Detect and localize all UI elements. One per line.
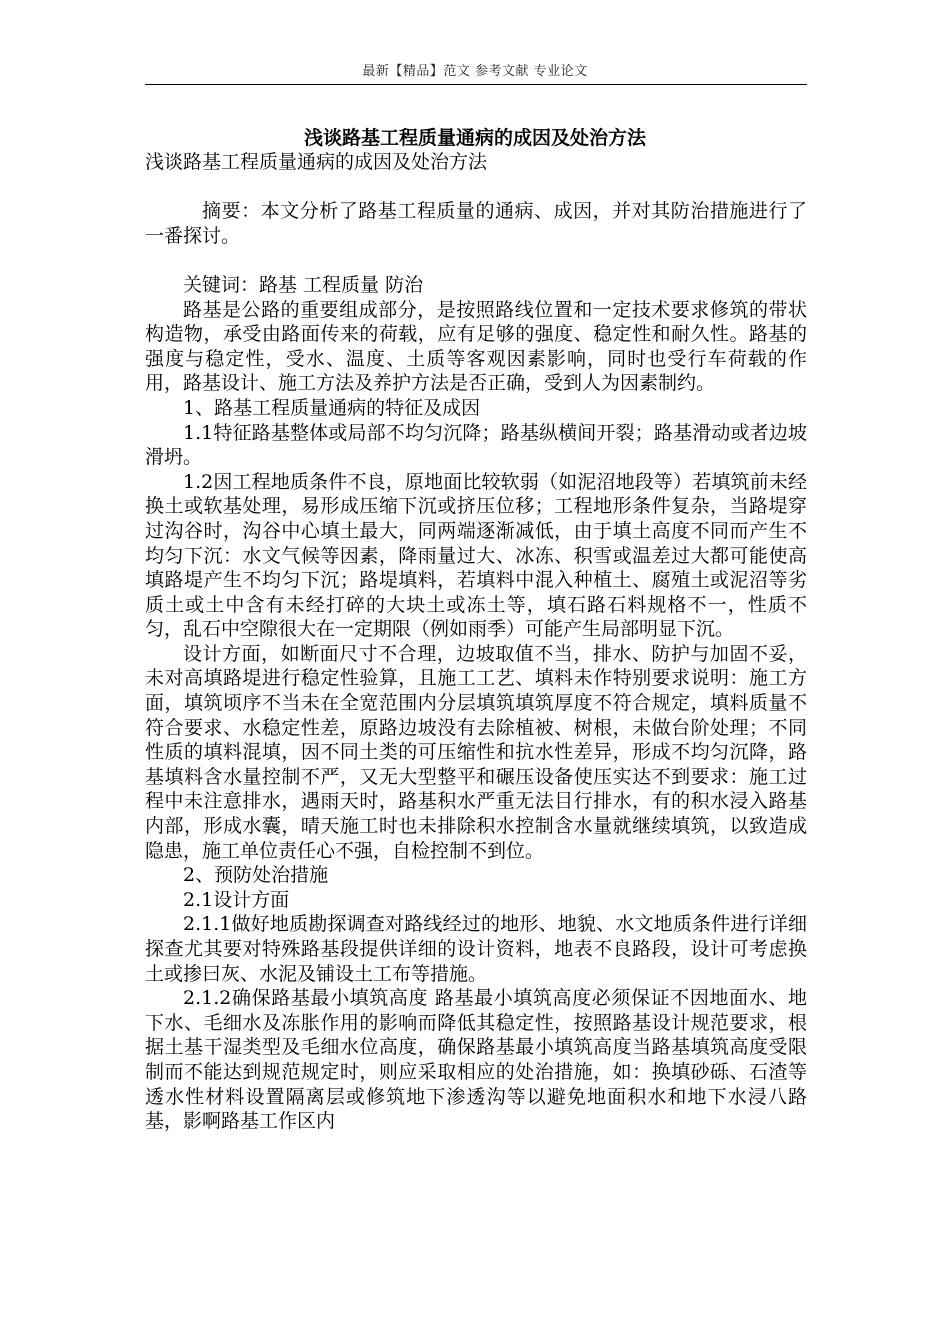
document-subtitle: 浅谈路基工程质量通病的成因及处治方法 bbox=[145, 151, 488, 173]
body-paragraph: 2.1.1做好地质勘探调查对路线经过的地形、地貌、水文地质条件进行详细探查尤其要对特殊路基段提供详细的设计资料，地表不良路段，设计可考虑换土或掺曰灰、水泥及铺设土工布等措施。 bbox=[145, 913, 807, 985]
header-divider bbox=[145, 84, 807, 85]
keywords-line: 关键词：路基 工程质量 防治 bbox=[183, 273, 424, 296]
body-paragraph: 2.1.2确保路基最小填筑高度 路基最小填筑高度必须保证不因地面水、地下水、毛细水及冻胀作用的影响而降低其稳定性，按照路基设计规范要求，根据土基干湿类型及毛细水位高度，确保路基最小填筑高度当路基填筑高度受限制而不能达到规范规定时，则应采取相应的处治措施，如：换填砂砾、石渣等透水性材料设置隔离层或修筑地下渗透沟等以避免地面积水和地下水浸八路基，影啊路基工作区内 bbox=[145, 987, 807, 1133]
section-heading: 2、预防处治措施 bbox=[183, 864, 329, 887]
subsection-heading: 2.1设计方面 bbox=[183, 888, 290, 911]
document-body bbox=[145, 150, 807, 1134]
page-header: 最新【精品】范文 参考文献 专业论文 bbox=[362, 64, 588, 79]
body-paragraph: 路基是公路的重要组成部分，是按照路线位置和一定技术要求修筑的带状构造物，承受由路面传来的荷载，应有足够的强度、稳定性和耐久性。路基的强度与稳定性，受水、温度、土质等客观因素影响，同时也受行车荷载的作用，路基设计、施工方法及养护方法是否正确，受到人为因素制约。 bbox=[145, 298, 807, 395]
body-paragraph: 1.2因工程地质条件不良，原地面比较软弱（如泥沼地段等）若填筑前未经换土或软基处理，易形成压缩下沉或挤压位移；工程地形条件复杂，当路堤穿过沟谷时，沟谷中心填土最大，同两端逐渐减低，由于填土高度不同而产生不均匀下沉：水文气候等因素，降雨量过大、冰冻、积雪或温差过大都可能使高填路堤产生不均匀下沉；路堤填料，若填料中混入种植土、腐殖土或泥沼等劣质土或土中含有未经打碎的大块土或冻土等，填石路石料规格不一，性质不匀，乱石中空隙很大在一定期限（例如雨季）可能产生局部明显下沉。 bbox=[145, 470, 807, 641]
document-title: 浅谈路基工程质量通病的成因及处治方法 bbox=[303, 127, 646, 149]
section-heading: 1、路基工程质量通病的特征及成因 bbox=[183, 396, 481, 419]
body-paragraph: 设计方面，如断面尺寸不合理，边坡取值不当，排水、防护与加固不妥，未对高填路堤进行稳定性验算，且施工工艺、填料未作特别要求说明：施工方面，填筑顷序不当未在全宽范围内分层填筑填筑厚度不符合规定，填料质量不符合要求、水稳定性差，原路边坡没有去除植被、树根，未做台阶处理；不同性质的填料混填，因不同土类的可压缩性和抗水性差异，形成不均匀沉降，路基填料含水量控制不严，又无大型整平和碾压设备使压实达不到要求：施工过程中未注意排水，遇雨天时，路基积水严重无法目行排水，有的积水浸入路基内部，形成水囊，晴天施工时也未排除积水控制含水量就继续填筑，以致造成隐患，施工单位责任心不强，自检控制不到位。 bbox=[145, 642, 807, 862]
body-paragraph: 1.1特征路基整体或局部不均匀沉降；路基纵横间开裂；路基滑动或者边坡滑坍。 bbox=[145, 421, 807, 469]
abstract-paragraph: 摘要：本文分析了路基工程质量的通病、成因，并对其防治措施进行了一番探讨。 bbox=[145, 200, 807, 247]
